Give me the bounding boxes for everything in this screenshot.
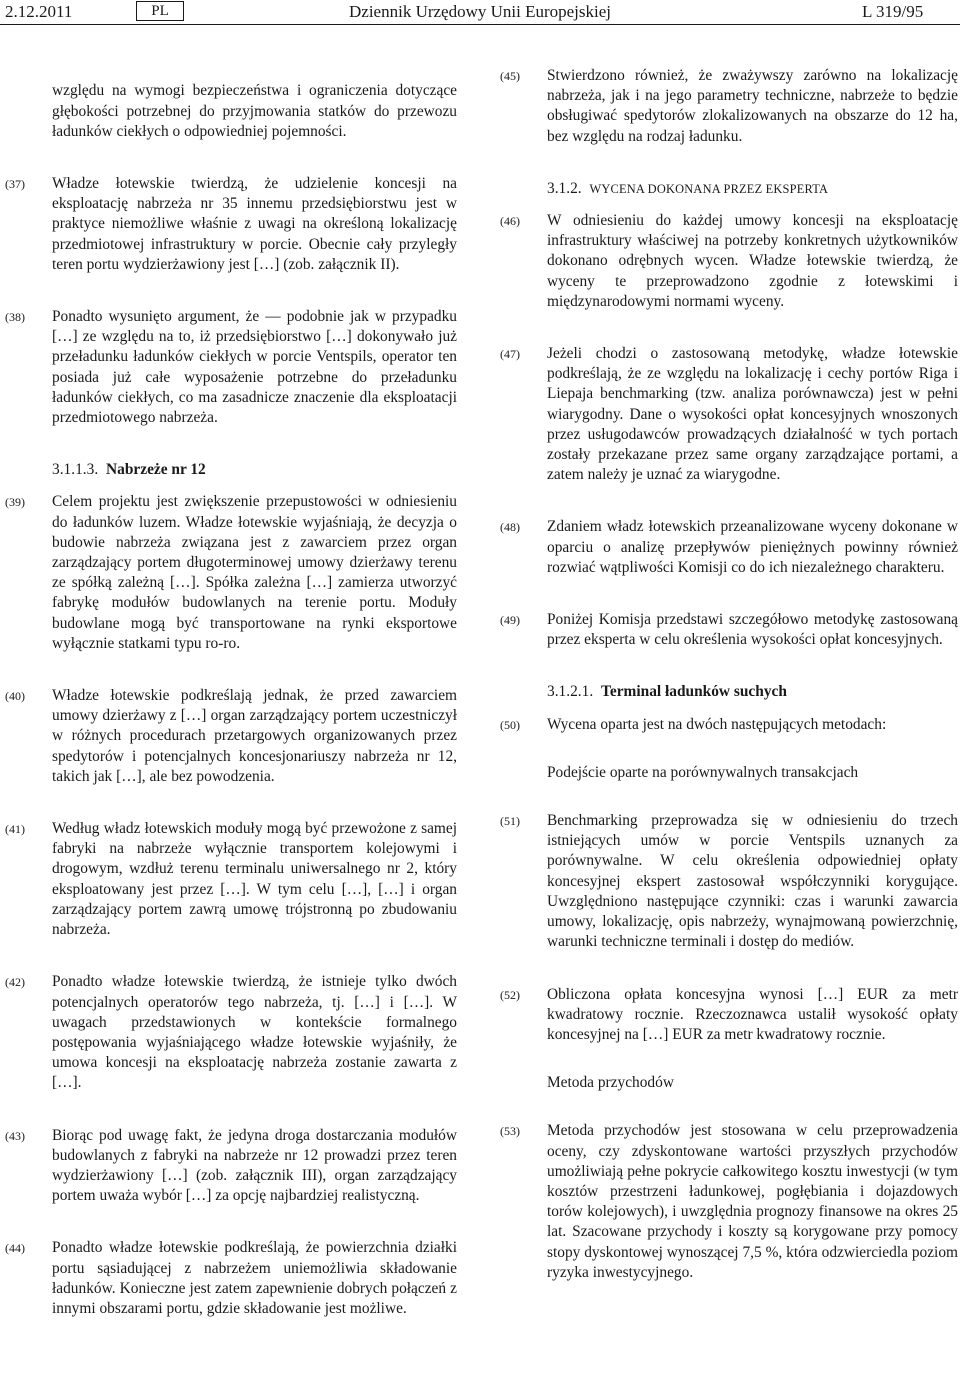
journal-title: Dziennik Urzędowy Unii Europejskiej <box>349 2 612 21</box>
paragraph-text: Benchmarking przeprowadza się w odniesieniu do trzech istniejących umów w porcie Ventspils uznanych za porównywalne. W celu określenia odpowiedniej opłaty koncesyjnej ekspert zastosował współczynniki korygujące. Uwzględniono następujące czynniki: czas i warunki zawarcia umowy, lokalizację, opis nabrzeży, wynajmowaną powierzchnię, warunki techniczne terminali i dostęp do mediów. <box>547 812 958 951</box>
section-title: Nabrzeże nr 12 <box>106 461 206 479</box>
paragraph-38 <box>5 307 457 428</box>
paragraph-number: (43) <box>5 1128 25 1143</box>
paragraph-text: W odniesieniu do każdej umowy koncesji na eksploatację infrastruktury właściwej na potrzeby konkretnych użytkowników dokonano odrębnych wycen. Władze łotewskie twierdzą, że wyceny te przeprowadzono zgodnie z łotewskimi i międzynarodowymi normami wyceny. <box>547 212 958 310</box>
subheading-income-method: Metoda przychodów <box>547 1074 674 1092</box>
paragraph-text: Poniżej Komisja przedstawi szczegółowo metodykę zastosowaną przez eksperta w celu określenia wysokości opłat koncesyjnych. <box>547 611 958 649</box>
paragraph-46 <box>500 211 958 312</box>
paragraph-number: (40) <box>5 689 25 704</box>
header-divider <box>0 24 960 25</box>
paragraph-text: Ponadto wysunięto argument, że — podobnie jak w przypadku […] ze względu na to, iż przedsiębiorstwo […] dokonywało już przeładunku ładunków ciekłych w porcie Ventspils, operator ten posiada już całe wyposażenie potrzebne do przeładunku ładunków ciekłych, co ma zasadnicze znaczenie dla eksploatacji przedmiotowego nabrzeża. <box>52 308 457 427</box>
paragraph-text: Metoda przychodów jest stosowana w celu przeprowadzenia oceny, czy zdyskontowane wartości przyszłych przychodów umożliwiają pełne pokrycie całkowitego kosztu inwestycji (w tym kosztów przestrzeni ładunkowej, pogłębiania i dojazdowych torów kolejowych), i uwzględnia prognozy finansowe na okres 25 lat. Szacowane przychody i koszty są korygowane przy pomocy stopy dyskontowej wynoszącej 7,5 %, która odzwierciedla poziom ryzyka inwestycyjnego. <box>547 1122 958 1281</box>
paragraph-text: Biorąc pod uwagę fakt, że jedyna droga dostarczania modułów budowlanych z fabryki na nabrzeże nr 12 prowadzi przez teren wydzierżawiony […] (zob. załącznik III), organ zarządzający portem uważa wybór […] za opcję najbardziej realistyczną. <box>52 1126 457 1205</box>
paragraph-50 <box>500 715 958 735</box>
paragraph-number: (46) <box>500 214 520 229</box>
section-number: 3.1.2.1. <box>547 683 594 701</box>
page-header <box>0 0 960 26</box>
paragraph-47 <box>500 344 958 485</box>
paragraph-text: Ponadto władze łotewskie podkreślają, że powierzchnia działki portu sąsiadującej z nabrzeżem uniemożliwia składowanie ładunków. Konieczne jest zatem zapewnienie dobrych połączeń z innymi obszarami portu, gdzie składowanie jest możliwe. <box>52 1239 457 1317</box>
paragraph-39 <box>5 492 457 654</box>
paragraph-37 <box>5 174 457 275</box>
paragraph-text: Stwierdzono również, że zważywszy zarówno na lokalizację nabrzeża, jak i na jego parametry techniczne, nabrzeże to będzie obsługiwać spedytorów zlokalizowanych na obszarze do 12 ha, bez względu na rodzaj ładunku. <box>547 67 958 145</box>
paragraph-49 <box>500 610 958 650</box>
paragraph-number: (53) <box>500 1124 520 1139</box>
section-title: Terminal ładunków suchych <box>601 683 787 701</box>
publication-date: 2.12.2011 <box>5 2 73 21</box>
paragraph-number: (47) <box>500 347 520 362</box>
paragraph-43 <box>5 1126 457 1207</box>
paragraph-number: (52) <box>500 987 520 1002</box>
paragraph-48 <box>500 517 958 578</box>
page-number: L 319/95 <box>862 2 924 21</box>
paragraph-number: (49) <box>500 613 520 628</box>
paragraph-text: Jeżeli chodzi o zastosowaną metodykę, władze łotewskie podkreślają, że ze względu na lokalizację i cechy portów Riga i Liepaja benchmarking (tzw. analiza porównawcza) jest w pełni wiarygodny. Dane o wysokości opłat koncesyjnych wnoszonych przez usługodawców prowadzących działalność w tych portach zostały przekazane przez same organy zarządzające portami, a zatem należy je uznać za wiarygodne. <box>547 345 958 484</box>
paragraph-text: Władze łotewskie twierdzą, że udzielenie koncesji na eksploatację nabrzeża nr 35 innemu przedsiębiorstwu jest w praktyce niemożliwe właśnie z uwagi na określoną lokalizację przedmiotowej infrastruktury w porcie. Obecnie cały przyległy teren portu wydzierżawiony jest […] (zob. załącznik II). <box>52 175 457 273</box>
right-column <box>500 66 958 1283</box>
paragraph-number: (37) <box>5 177 25 191</box>
paragraph-text: Wycena oparta jest na dwóch następujących metodach: <box>547 715 887 733</box>
paragraph-text: Zdaniem władz łotewskich przeanalizowane wyceny dokonane w oparciu o analizę przepływów pieniężnych powinny również rozwiać wątpliwości Komisji co do ich niezależnego charakteru. <box>547 518 958 576</box>
subheading-comparable-transactions: Podejście oparte na porównywalnych transakcjach <box>547 763 859 781</box>
paragraph-52 <box>500 985 958 1046</box>
paragraph-text: Celem projektu jest zwiększenie przepustowości w odniesieniu do ładunków luzem. Władze łotewskie wyjaśniają, że decyzja o budowie nabrzeża związana jest z zawarciem przez organ zarządzający portem długoterminowej umowy dzierżawy terenu ze spółką zależną […]. Spółka zależna […] zamierza utworzyć fabrykę modułów budowlanych na terenie portu. Moduły budowlane mogą być transportowane na rynki eksportowe wyłącznie statkami typu ro-ro. <box>52 493 457 652</box>
paragraph-number: (45) <box>500 69 520 83</box>
section-number: 3.1.1.3. <box>52 461 99 479</box>
paragraph-number: (44) <box>5 1241 25 1256</box>
paragraph-51 <box>500 811 958 952</box>
paragraph-42 <box>5 972 457 1093</box>
paragraph-number: (39) <box>5 495 25 510</box>
section-heading-3-1-1-3 <box>52 460 457 480</box>
paragraph-number: (48) <box>500 520 520 535</box>
paragraph-44 <box>5 1238 457 1319</box>
paragraph-number: (51) <box>500 814 520 829</box>
paragraph-text: Obliczona opłata koncesyjna wynosi […] EUR za metr kwadratowy rocznie. Rzeczoznawca ustalił wysokość opłaty koncesyjnej na […] EUR za metr kwadratowy rocznie. <box>547 985 958 1043</box>
paragraph-53 <box>500 1121 958 1283</box>
section-number: 3.1.2. <box>547 179 582 197</box>
paragraph-text: Według władz łotewskich moduły mogą być przewożone z samej fabryki na nabrzeże wyłącznie transportem kolejowymi i drogowym, wzdłuż terenu terminalu uniwersalnego nr 2, który eksploatowany jest przez […]. W tym celu […], […] i organ zarządzający portem zawrą umowę trójstronną po zbudowaniu nabrzeża. <box>52 820 457 939</box>
section-title: WYCENA DOKONANA PRZEZ EKSPERTA <box>589 181 829 196</box>
paragraph-number: (41) <box>5 822 25 837</box>
paragraph-40 <box>5 686 457 787</box>
paragraph-number: (42) <box>5 975 25 990</box>
paragraph-45 <box>500 66 958 147</box>
language-badge: PL <box>136 1 184 21</box>
paragraph-number: (50) <box>500 717 520 732</box>
paragraph-text: Ponadto władze łotewskie twierdzą, że istnieje tylko dwóch potencjalnych operatorów tego nabrzeża, tj. […] i […]. W uwagach przedstawionych w kontekście formalnego postępowania wyjaśniającego władze łotewskie wyjaśniły, że umowa koncesji na eksploatację nabrzeża zostanie zawarta z […]. <box>52 973 457 1092</box>
continuation-text: względu na wymogi bezpieczeństwa i ograniczenia dotyczące głębokości potrzebnej do przyjmowania statków do przewozu ładunków ciekłych o odpowiedniej pojemności. <box>52 82 457 140</box>
paragraph-text: Władze łotewskie podkreślają jednak, że przed zawarciem umowy dzierżawy z […] organ zarządzający portem uczestniczył w różnych procedurach przetargowych organizowanych przez spedytorów i potencjalnych koncesjonariuszy nabrzeża nr 12, takich jak […], ale bez powodzenia. <box>52 687 457 785</box>
section-heading-3-1-2 <box>547 179 958 199</box>
paragraph-number: (38) <box>5 310 25 325</box>
section-heading-3-1-2-1 <box>547 682 958 702</box>
paragraph-41 <box>5 819 457 940</box>
left-column <box>5 66 457 1319</box>
